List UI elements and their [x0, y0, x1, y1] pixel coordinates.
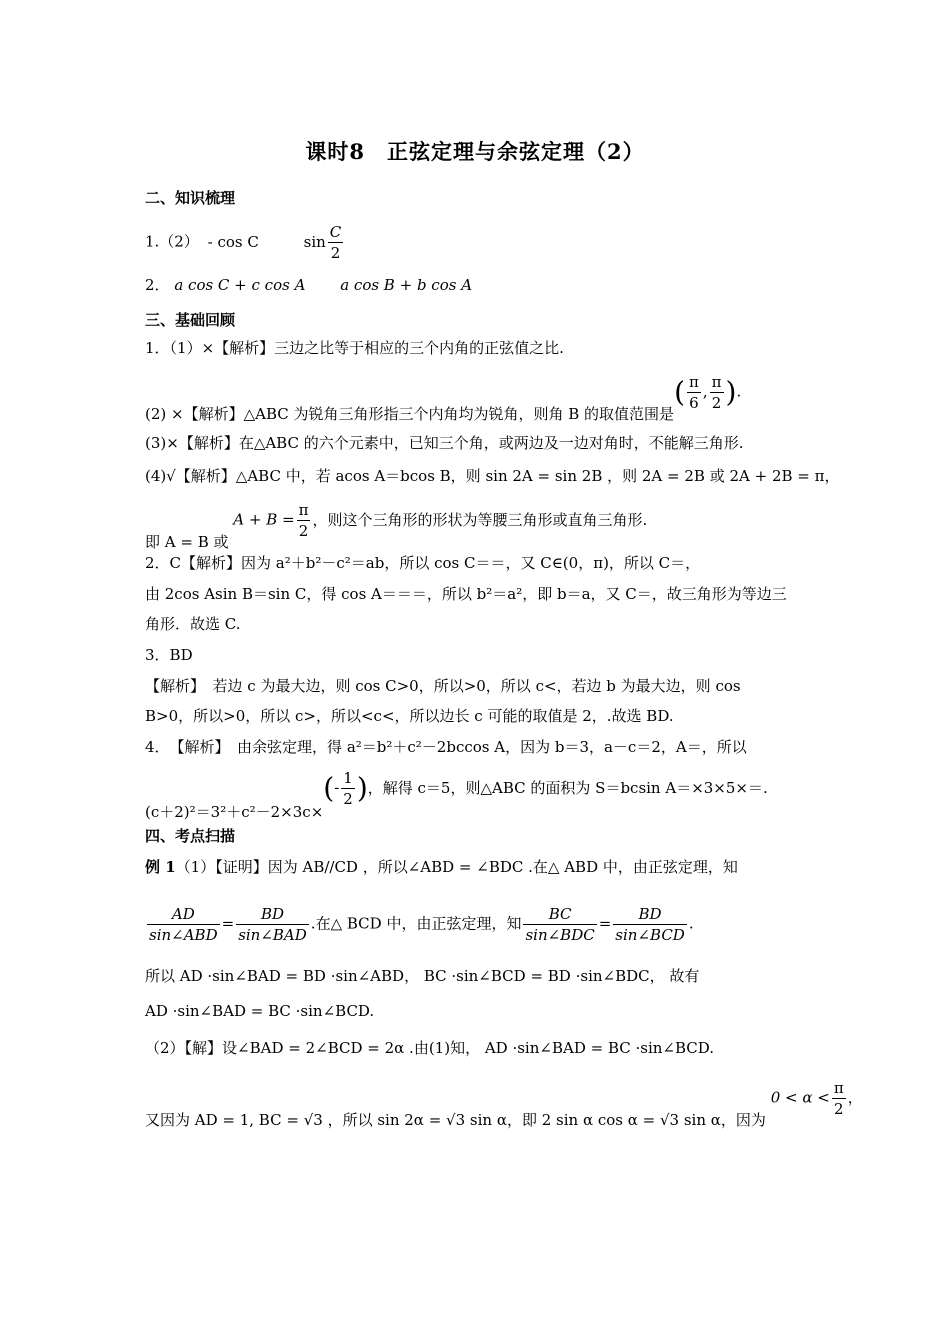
item-2-prefix: 2． [145, 276, 170, 294]
review-3-line-1: 【解析】 若边 c 为最大边，则 cos C>0，所以>0，所以 c<，若边 b 为最大边，则 cos [145, 677, 741, 695]
review-3-line-2: B>0，所以>0，所以 c>，所以<c<，所以边长 c 可能的取值是 2，.故选 BD. [145, 707, 674, 725]
text-or: 即 A = B 或 [145, 532, 229, 551]
review-1-2: (2) ×【解析】△ABC 为锐角三角形指三个内角均为锐角，则角 B 的取值范围是( $\frac{\pi}{6}$ , $\frac{\pi}{2}$ ). [145, 373, 742, 423]
knowledge-item-1 [145, 222, 345, 263]
review-1-2-text: (2) ×【解析】△ABC 为锐角三角形指三个内角均为锐角，则角 B 的取值范围是 [145, 404, 675, 423]
fraction-pi-over-2: $\frac{\pi}{2}$ [711, 373, 722, 412]
review-4-line-2: (c＋2)²＝3²＋c²－2×3c×(- $\frac{1}{2}$ )，解得 c＝5，则△ABC 的面积为 S＝bcsin A＝×3×5×＝. [145, 769, 768, 821]
knowledge-item-2 [145, 275, 472, 295]
fraction-bc-sin-bdc: $\frac{BC}{\text{sin∠BDC}}$ [525, 905, 595, 944]
review-1-1: 1．（1）×【解析】三边之比等于相应的三个内角的正弦值之比. [145, 339, 564, 357]
example-1-therefore: AD ·sin∠BAD = BC ·sin∠BCD. [145, 1002, 375, 1020]
fraction-c-over-2: $\frac{C}{2}$ [329, 223, 342, 262]
review-1-3: (3)×【解析】在△ABC 的六个元素中，已知三个角，或两边及一边对角时，不能解三角形. [145, 434, 744, 452]
example-1-sine-law: $\frac{AD}{\text{sin∠ABD}}$ = $\frac{BD}{\text{sin∠BAD}}$ .在△ BCD 中，由正弦定理，知 $\frac{BC}{\text{sin∠BDC}}$ = $\frac{BD}{\text{sin∠BCD}}$ . [149, 905, 694, 944]
section-heading-scan: 四、考点扫描 [145, 827, 236, 845]
sine-law-mid-text: .在△ BCD 中，由正弦定理，知 [310, 914, 522, 933]
example-1-part-2: （2）【解】设∠BAD = 2∠BCD = 2α .由(1)知， AD ·sin∠BAD = BC ·sin∠BCD. [145, 1039, 715, 1057]
review-1-4: (4)√【解析】△ABC 中，若 acos A＝bcos B，则 sin 2A = sin 2B ，则 2A = 2B 或 2A + 2B = π， [145, 467, 840, 485]
formula-projection-1: a cos C + c cos A [174, 276, 306, 294]
section-heading-review: 三、基础回顾 [145, 311, 236, 329]
formula-sin-label: sin [303, 232, 326, 251]
conclusion-text: ，则这个三角形的形状为等腰三角形或直角三角形. [312, 510, 648, 529]
review-4-line-1: 4． 【解析】 由余弦定理，得 a²＝b²＋c²－2bccos A，因为 b＝3，a－c＝2，A＝，所以 [145, 738, 747, 756]
example-1-line-1 [145, 857, 738, 877]
period: . [736, 382, 742, 401]
item-1-prefix: 1.（2） [145, 232, 199, 251]
example-1-text: （1）【证明】因为 AB//CD ，所以∠ABD = ∠BDC .在△ ABD 中，由正弦定理，知 [175, 858, 738, 876]
formula-a-plus-b: A + B = [233, 510, 295, 529]
inequality-alpha: 0 < α < [770, 1088, 830, 1107]
review-2-line-3: 角形．故选 C. [145, 615, 241, 633]
review-4-expr: (c＋2)²＝3²＋c²－2×3c× [145, 802, 324, 821]
formula-neg-cos-c: - cos C [207, 232, 259, 251]
page-title: 课时8 正弦定理与余弦定理（2） [305, 139, 645, 164]
fraction-ad-sin-abd: $\frac{AD}{\text{sin∠ABD}}$ [149, 905, 218, 944]
review-4-result: ，解得 c＝5，则△ABC 的面积为 S＝bcsin A＝×3×5×＝. [367, 778, 768, 797]
fraction-bd-sin-bcd: $\frac{BD}{\text{sin∠BCD}}$ [615, 905, 685, 944]
part-2-text: 又因为 AD = 1, BC = √3 ，所以 sin 2α = √3 sin α，即 2 sin α cos α = √3 sin α，因为 [145, 1110, 766, 1129]
review-2-line-2: 由 2cos Asin B＝sin C，得 cos A＝＝＝，所以 b²＝a²，即 b＝a，又 C＝，故三角形为等边三 [145, 585, 787, 603]
fraction-bd-sin-bad: $\frac{BD}{\text{sin∠BAD}}$ [238, 905, 307, 944]
review-3-answer: 3．BD [145, 646, 193, 664]
fraction-pi-over-2b: $\frac{\pi}{2}$ [298, 501, 309, 540]
minus-sign: - [334, 778, 340, 797]
example-1-part-2-cont: 又因为 AD = 1, BC = √3 ，所以 sin 2α = √3 sin α，即 2 sin α cos α = √3 sin α，因为 0 < α < $\frac{\pi}{2}$ ， [145, 1079, 863, 1129]
review-1-4-cont [145, 500, 648, 551]
formula-projection-2: a cos B + b cos A [340, 276, 473, 294]
section-heading-knowledge: 二、知识梳理 [145, 189, 236, 207]
review-2-line-1: 2．C【解析】因为 a²＋b²－c²＝ab，所以 cos C＝＝，又 C∈(0，π)，所以 C＝， [145, 554, 701, 572]
fraction-pi-over-6: $\frac{\pi}{6}$ [689, 373, 699, 412]
fraction-pi-over-2c: $\frac{\pi}{2}$ [833, 1079, 844, 1118]
fraction-1-over-2: $\frac{1}{2}$ [343, 769, 353, 808]
example-1-so-line: 所以 AD ·sin∠BAD = BD ·sin∠ABD， BC ·sin∠BCD = BD ·sin∠BDC， 故有 [145, 967, 700, 985]
example-label: 例 1 [145, 858, 176, 876]
